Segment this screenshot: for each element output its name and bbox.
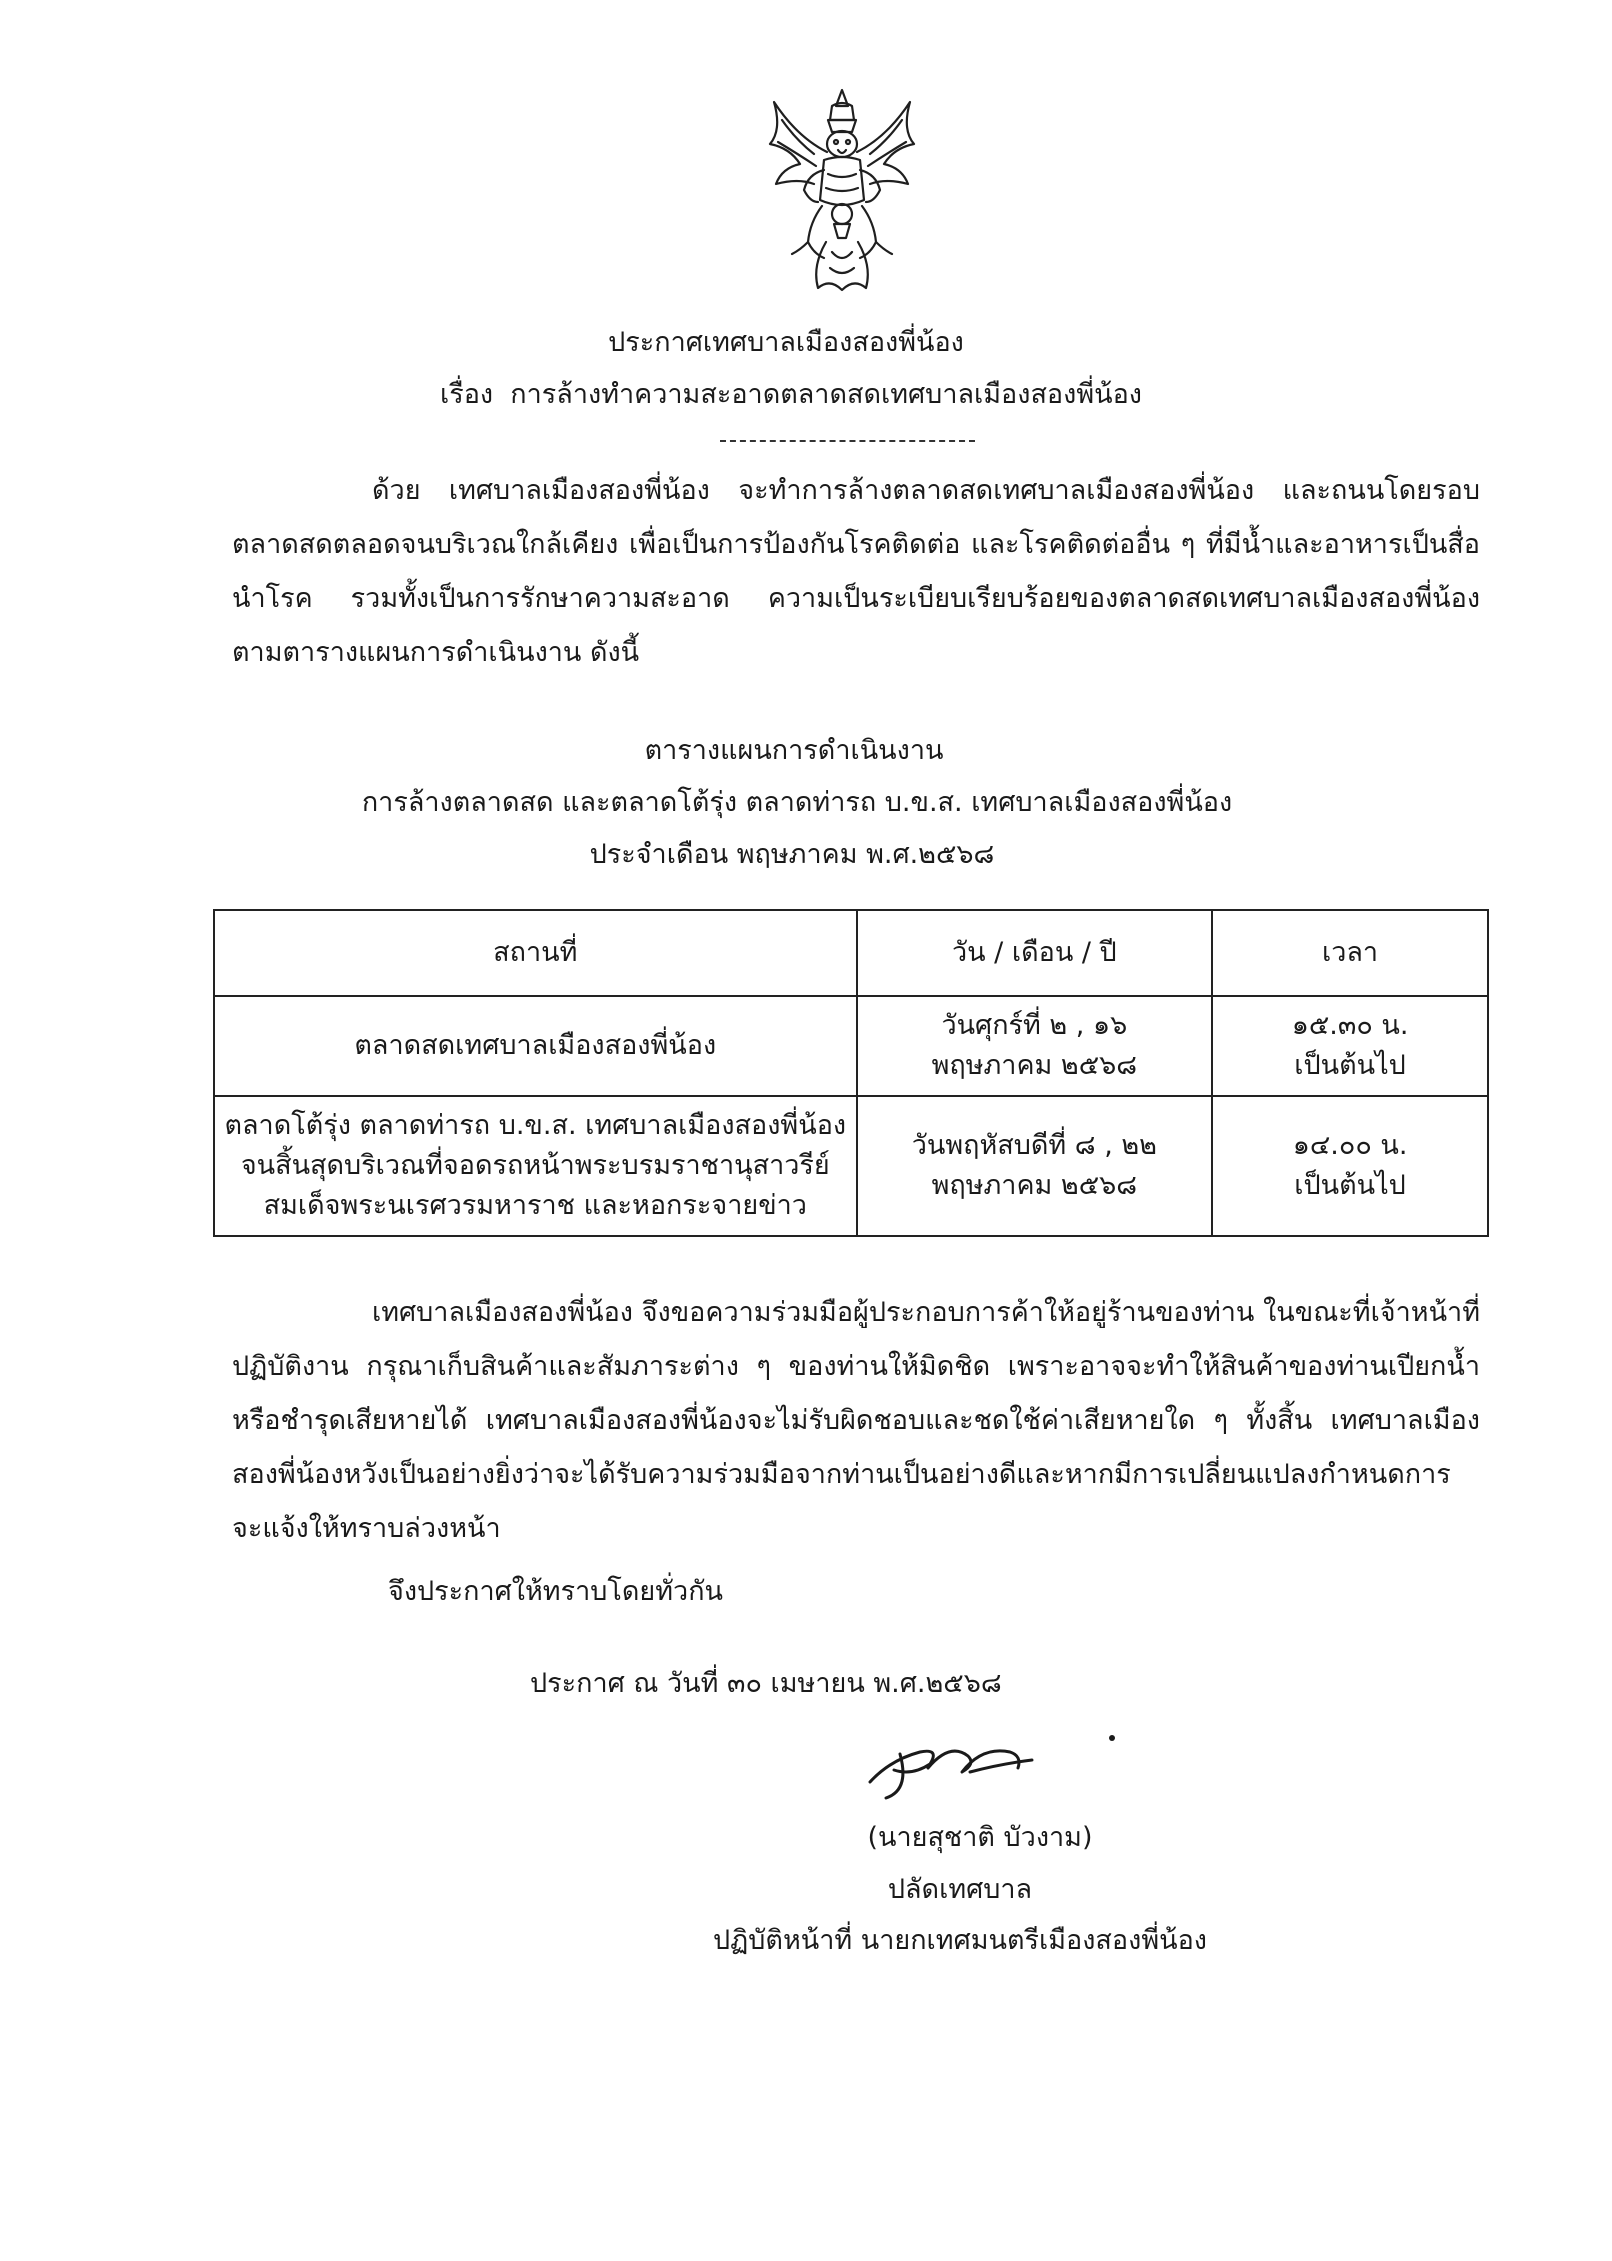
place-cell: ตลาดสดเทศบาลเมืองสองพี่น้อง: [214, 996, 857, 1096]
subject-text: การล้างทำความสะอาดตลาดสดเทศบาลเมืองสองพี่น้อง: [510, 379, 1142, 410]
header-date: วัน / เดือน / ปี: [857, 910, 1213, 996]
signer-name: (นายสุชาติ บัวงาม): [867, 1822, 1093, 1853]
signature-mark: [850, 1712, 1130, 1802]
date-cell: วันศุกร์ที่ ๒ , ๑๖ พฤษภาคม ๒๕๖๘: [857, 996, 1213, 1096]
request-paragraph: เทศบาลเมืองสองพี่น้อง จึงขอความร่วมมือผู้ประกอบการค้าให้อยู่ร้านของท่าน ในขณะที่เจ้าหน้าที่ปฏิบัติงาน กรุณาเก็บสินค้าและสัมภาระต่าง ๆ ของท่านให้มิดชิด เพราะอาจจะทำให้สินค้าของท่านเปียกน้ำหรือชำรุดเสียหายได้ เทศบาลเมืองสองพี่น้องจะไม่รับผิดชอบและชดใช้ค่าเสียหายใด ๆ ทั้งสิ้น เทศบาลเมืองสองพี่น้องหวังเป็นอย่างยิ่งว่าจะได้รับความร่วมมือจากท่านเป็นอย่างดีและหากมีการเปลี่ยนแปลงกำหนดการจะแจ้งให้ทราบล่วงหน้า: [232, 1297, 1480, 1544]
announcement-title: ประกาศเทศบาลเมืองสองพี่น้อง: [608, 327, 964, 358]
header-place: สถานที่: [214, 910, 857, 996]
schedule-period: ประจำเดือน พฤษภาคม พ.ศ.๒๕๖๘: [589, 839, 995, 870]
title-divider: [720, 440, 975, 442]
place-cell: ตลาดโต้รุ่ง ตลาดท่ารถ บ.ข.ส. เทศบาลเมืองสองพี่น้อง จนสิ้นสุดบริเวณที่จอดรถหน้าพระบรมราชานุสาวรีย์ สมเด็จพระนเรศวรมหาราช และหอกระจายข่าว: [214, 1096, 857, 1236]
time-cell: ๑๕.๓๐ น. เป็นต้นไป: [1212, 996, 1488, 1096]
schedule-table: [213, 909, 1489, 1237]
garuda-emblem-icon: [752, 82, 932, 297]
schedule-title: ตารางแผนการดำเนินงาน: [644, 735, 944, 766]
date-cell: วันพฤหัสบดีที่ ๘ , ๒๒ พฤษภาคม ๒๕๖๘: [857, 1096, 1213, 1236]
table-header-row: [214, 910, 1488, 996]
closing-statement: จึงประกาศให้ทราบโดยทั่วกัน: [388, 1576, 723, 1607]
signer-position: ปลัดเทศบาล: [887, 1874, 1033, 1905]
header-time: เวลา: [1212, 910, 1488, 996]
signer-acting-role: ปฏิบัติหน้าที่ นายกเทศมนตรีเมืองสองพี่น้อง: [713, 1925, 1207, 1956]
table-row: [214, 1096, 1488, 1236]
subject-label: เรื่อง: [439, 379, 494, 410]
table-row: [214, 996, 1488, 1096]
announce-date: ประกาศ ณ วันที่ ๓๐ เมษายน พ.ศ.๒๕๖๘: [530, 1668, 1002, 1699]
announcement-subject: [0, 377, 1597, 413]
intro-paragraph: ด้วย เทศบาลเมืองสองพี่น้อง จะทำการล้างตลาดสดเทศบาลเมืองสองพี่น้อง และถนนโดยรอบตลาดสดตลอดจนบริเวณใกล้เคียง เพื่อเป็นการป้องกันโรคติดต่อ และโรคติดต่ออื่น ๆ ที่มีน้ำและอาหารเป็นสื่อนำโรค รวมทั้งเป็นการรักษาความสะอาด ความเป็นระเบียบเรียบร้อยของตลาดสดเทศบาลเมืองสองพี่น้อง ตามตารางแผนการดำเนินงาน ดังนี้: [232, 475, 1480, 668]
time-cell: ๑๔.๐๐ น. เป็นต้นไป: [1212, 1096, 1488, 1236]
schedule-subtitle: การล้างตลาดสด และตลาดโต้รุ่ง ตลาดท่ารถ บ.ข.ส. เทศบาลเมืองสองพี่น้อง: [361, 787, 1233, 818]
